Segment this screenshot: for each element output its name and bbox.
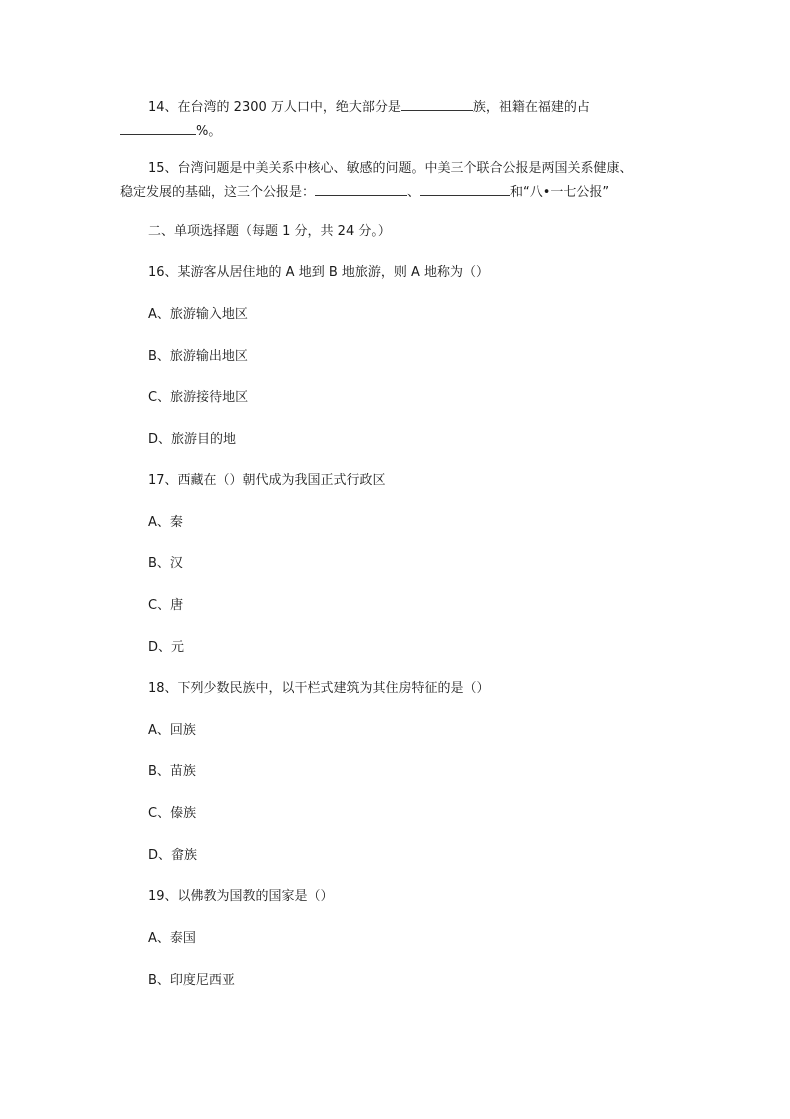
question-19: 19、以佛教为国教的国家是（） — [148, 889, 334, 904]
q17-option-d: D、元 — [148, 640, 185, 655]
question-15 — [120, 157, 680, 205]
q17-option-b: B、汉 — [148, 556, 183, 571]
q18-option-c: C、傣族 — [148, 806, 197, 821]
q18-option-d: D、畲族 — [148, 848, 198, 863]
q14-text-part3: %。 — [196, 124, 222, 139]
section-2-heading: 二、单项选择题（每题 1 分，共 24 分。） — [148, 224, 391, 239]
q17-option-c: C、唐 — [148, 598, 184, 613]
q17-option-a: A、秦 — [148, 515, 183, 530]
q19-option-a: A、泰国 — [148, 931, 196, 946]
q15-blank-communique-2 — [420, 181, 510, 196]
question-14 — [120, 96, 680, 144]
q14-blank-ethnicity — [401, 96, 473, 111]
question-18: 18、下列少数民族中，以干栏式建筑为其住房特征的是（） — [148, 681, 490, 696]
q15-line2-text: 稳定发展的基础，这三个公报是： — [120, 185, 316, 200]
q14-blank-percent — [120, 120, 196, 135]
q15-line1: 15、台湾问题是中美关系中核心、敏感的问题。中美三个联合公报是两国关系健康、 — [148, 161, 633, 176]
q16-option-a: A、旅游输入地区 — [148, 307, 248, 322]
q18-option-b: B、苗族 — [148, 764, 196, 779]
question-16: 16、某游客从居住地的 A 地到 B 地旅游，则 A 地称为（） — [148, 265, 490, 280]
q15-separator: 、 — [407, 185, 421, 200]
q16-option-d: D、旅游目的地 — [148, 432, 237, 447]
q18-option-a: A、回族 — [148, 723, 196, 738]
q15-line2-end: 和“八•一七公报” — [510, 185, 610, 200]
q15-blank-communique-1 — [315, 181, 407, 196]
question-17: 17、西藏在（）朝代成为我国正式行政区 — [148, 473, 386, 488]
q19-option-b: B、印度尼西亚 — [148, 973, 235, 988]
q14-text-part2: 族，祖籍在福建的占 — [472, 100, 590, 115]
q16-option-b: B、旅游输出地区 — [148, 349, 248, 364]
q14-text-part1: 14、在台湾的 2300 万人口中，绝大部分是 — [148, 100, 401, 115]
q16-option-c: C、旅游接待地区 — [148, 390, 249, 405]
